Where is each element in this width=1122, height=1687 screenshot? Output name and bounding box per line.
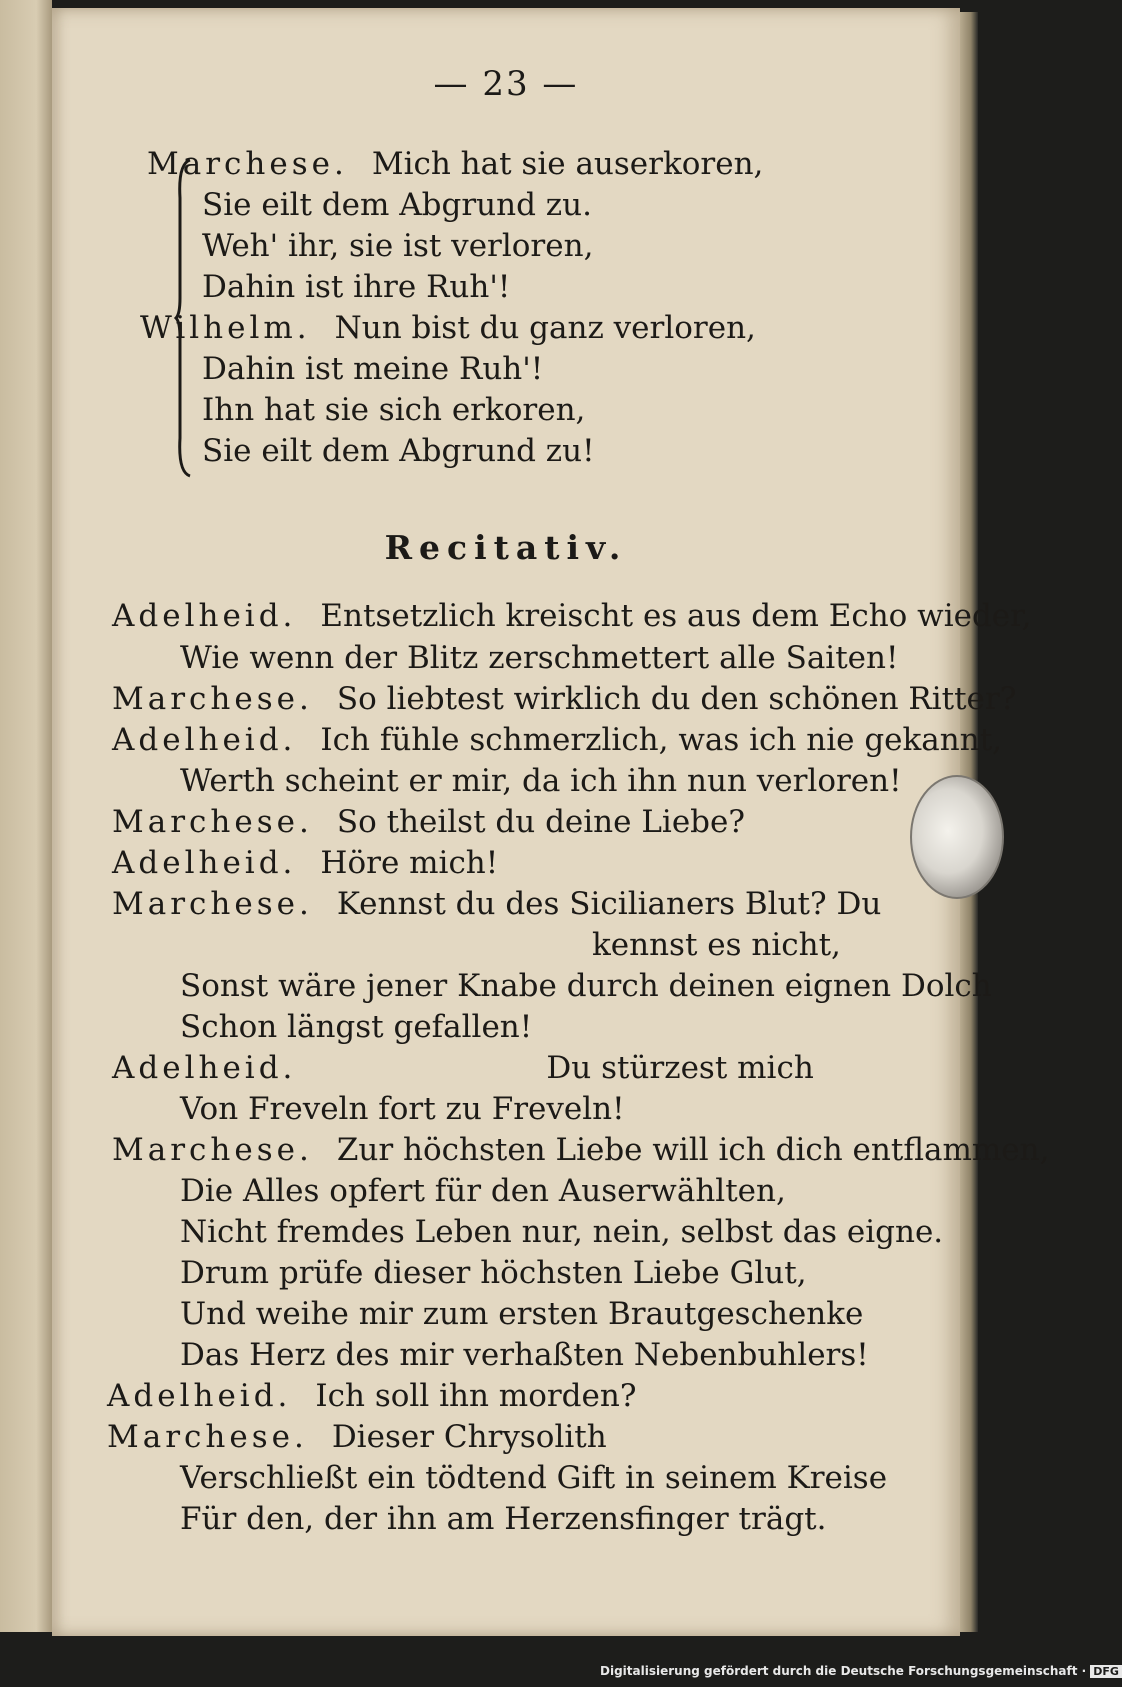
recitativ-line: Die Alles opfert für den Auserwählten,: [180, 1173, 786, 1209]
recitativ-line: Marchese. Dieser Chrysolith: [107, 1419, 607, 1455]
recitativ-line: Adelheid. Entsetzlich kreischt es aus dem Echo wieder,: [112, 598, 1032, 634]
recitativ-line: Und weihe mir zum ersten Brautgeschenke: [180, 1296, 864, 1332]
duet-line: Dahin ist ihre Ruh'!: [202, 269, 511, 305]
duet-line: Marchese. Mich hat sie auserkoren,: [147, 146, 764, 182]
recitativ-line: Drum prüfe dieser höchsten Liebe Glut,: [180, 1255, 807, 1291]
recitativ-line: Sonst wäre jener Knabe durch deinen eignen Dolch: [180, 968, 992, 1004]
book-page: [52, 8, 1050, 1636]
recitativ-line: Für den, der ihn am Herzensfinger trägt.: [180, 1501, 827, 1537]
recitativ-line: Wie wenn der Blitz zerschmettert alle Saiten!: [180, 640, 899, 676]
duet-line: Sie eilt dem Abgrund zu.: [202, 187, 592, 223]
recitativ-line: Marchese. Zur höchsten Liebe will ich dich entflammen,: [112, 1132, 1050, 1168]
recitativ-line: Adelheid. Du stürzest mich: [112, 1050, 814, 1086]
recitativ-line: Adelheid. Ich fühle schmerzlich, was ich nie gekannt,: [112, 722, 1003, 758]
duet-line: Sie eilt dem Abgrund zu!: [202, 433, 595, 469]
dfg-logo-icon: DFG: [1090, 1665, 1122, 1678]
recitativ-line: Marchese. So theilst du deine Liebe?: [112, 804, 745, 840]
recitativ-line: Adelheid. Ich soll ihn morden?: [107, 1378, 637, 1414]
recitativ-line: kennst es nicht,: [592, 927, 841, 963]
recitativ-line: Von Freveln fort zu Freveln!: [180, 1091, 625, 1127]
recitativ-line: Schon längst gefallen!: [180, 1009, 533, 1045]
facing-page-edge: [0, 0, 52, 1632]
page-number: — 23 —: [433, 64, 579, 104]
digitization-footer: Digitalisierung gefördert durch die Deutsche Forschungsgemeinschaft · DFG: [600, 1664, 1122, 1678]
recitativ-line: Das Herz des mir verhaßten Nebenbuhlers!: [180, 1337, 869, 1373]
duet-line: Dahin ist meine Ruh'!: [202, 351, 544, 387]
recitativ-line: Marchese. So liebtest wirklich du den schönen Ritter?: [112, 681, 1017, 717]
page-clip: [910, 775, 1004, 899]
recitativ-line: Nicht fremdes Leben nur, nein, selbst das eigne.: [180, 1214, 944, 1250]
recitativ-line: Adelheid. Höre mich!: [112, 845, 499, 881]
recitativ-line: Marchese. Kennst du des Sicilianers Blut? Du: [112, 886, 882, 922]
duet-line: Wilhelm. Nun bist du ganz verloren,: [140, 310, 756, 346]
section-heading: Recitativ.: [384, 528, 628, 567]
recitativ-line: Verschließt ein tödtend Gift in seinem Kreise: [180, 1460, 888, 1496]
recitativ-line: Werth scheint er mir, da ich ihn nun verloren!: [180, 763, 902, 799]
duet-line: Ihn hat sie sich erkoren,: [202, 392, 586, 428]
duet-line: Weh' ihr, sie ist verloren,: [202, 228, 594, 264]
